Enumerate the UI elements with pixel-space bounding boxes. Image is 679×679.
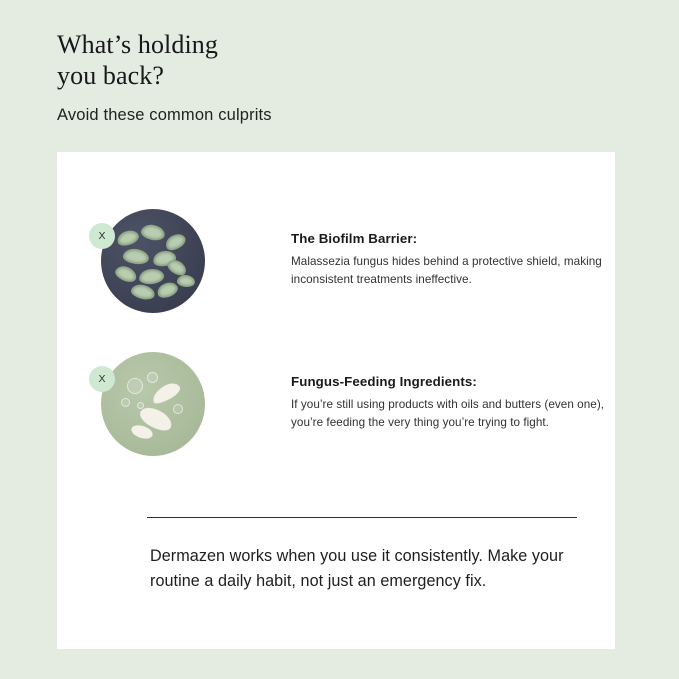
divider <box>147 517 577 518</box>
status-badge: X <box>89 366 115 392</box>
biofilm-microscope-thumbnail <box>101 209 205 313</box>
list-item-title: The Biofilm Barrier: <box>291 231 418 246</box>
thumbnail-wrapper <box>98 209 205 313</box>
thumbnail-wrapper <box>98 352 205 456</box>
closing-statement: Dermazen works when you use it consistently. Make your routine a daily habit, not just an emergency fix. <box>150 547 564 590</box>
page-title-line-1: What’s holding <box>57 30 218 59</box>
status-badge: X <box>89 223 115 249</box>
page-title <box>57 29 477 91</box>
list-item-text <box>291 231 621 288</box>
list-item-body: Malassezia fungus hides behind a protective shield, making inconsistent treatments ineffective. <box>291 255 602 286</box>
list-item-title: Fungus-Feeding Ingredients: <box>291 374 477 389</box>
cream-texture-thumbnail <box>101 352 205 456</box>
page-title-line-2: you back? <box>57 61 165 90</box>
list-item-text <box>291 374 621 431</box>
content-card <box>57 152 615 649</box>
page-subtitle: Avoid these common culprits <box>57 106 272 124</box>
list-item-body: If you’re still using products with oils and butters (even one), you’re feeding the very thing you’re trying to fight. <box>291 398 605 429</box>
